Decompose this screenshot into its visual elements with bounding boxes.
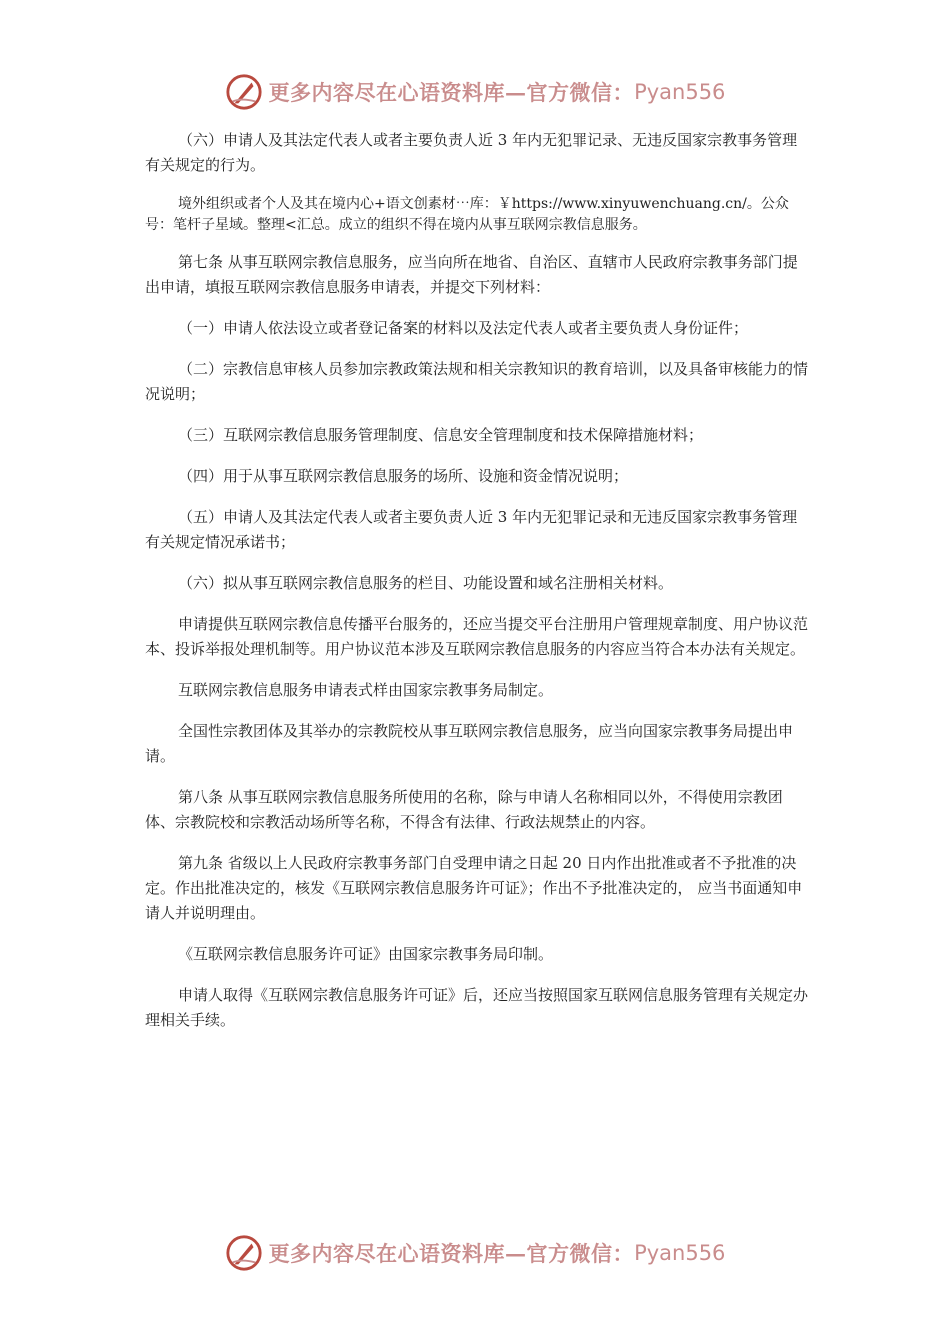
- material-item-2: （二）宗教信息审核人员参加宗教政策法规和相关宗教知识的教育培训，以及具备审核能力的情况说明；: [145, 360, 809, 403]
- watermark-wechat-id: Pyan556: [634, 80, 726, 104]
- header-watermark: [0, 72, 950, 112]
- watermark-text: 更多内容尽在心语资料库—官方微信：: [268, 1241, 635, 1266]
- material-item-3: （三）互联网宗教信息服务管理制度、信息安全管理制度和技术保障措施材料；: [178, 426, 704, 444]
- watermark-text: 更多内容尽在心语资料库—官方微信：: [268, 80, 635, 105]
- material-item-5: （五）申请人及其法定代表人或者主要负责人近 3 年内无犯罪记录和无违反国家宗教事务管理有关规定情况承诺书；: [145, 508, 798, 551]
- watermark-wechat-id: Pyan556: [634, 1241, 726, 1265]
- article-8: 第八条 从事互联网宗教信息服务所使用的名称，除与申请人名称相同以外，不得使用宗教团体、宗教院校和宗教活动场所等名称，不得含有法律、行政法规禁止的内容。: [145, 788, 783, 831]
- paragraph-license-procedures: 申请人取得《互联网宗教信息服务许可证》后，还应当按照国家互联网信息服务管理有关规定办理相关手续。: [145, 986, 809, 1029]
- quill-logo-icon: [225, 73, 263, 111]
- document-body: [145, 128, 810, 1049]
- clause-item-6-conduct: （六）申请人及其法定代表人或者主要负责人近 3 年内无犯罪记录、无违反国家宗教事务管理有关规定的行为。: [145, 131, 798, 174]
- paragraph-national-groups: 全国性宗教团体及其举办的宗教院校从事互联网宗教信息服务，应当向国家宗教事务局提出申请。: [145, 722, 794, 765]
- paragraph-license-printing: 《互联网宗教信息服务许可证》由国家宗教事务局印制。: [178, 945, 554, 963]
- material-item-6: （六）拟从事互联网宗教信息服务的栏目、功能设置和域名注册相关材料。: [178, 574, 674, 592]
- article-7: 第七条 从事互联网宗教信息服务，应当向所在地省、自治区、直辖市人民政府宗教事务部门提出申请，填报互联网宗教信息服务申请表，并提交下列材料：: [145, 253, 798, 296]
- material-item-4: （四）用于从事互联网宗教信息服务的场所、设施和资金情况说明；: [178, 467, 629, 485]
- quill-logo-icon: [225, 1234, 263, 1272]
- article-9: 第九条 省级以上人民政府宗教事务部门自受理申请之日起 20 日内作出批准或者不予批准的决定。作出批准决定的，核发《互联网宗教信息服务许可证》；作出不予批准决定的， 应当书面通知申请人并说明理由。: [145, 854, 803, 922]
- paragraph-platform-service: 申请提供互联网宗教信息传播平台服务的，还应当提交平台注册用户管理规章制度、用户协议范本、投诉举报处理机制等。用户协议范本涉及互联网宗教信息服务的内容应当符合本办法有关规定。: [145, 615, 809, 658]
- material-item-1: （一）申请人依法设立或者登记备案的材料以及法定代表人或者主要负责人身份证件；: [178, 319, 749, 337]
- footer-watermark: [0, 1233, 950, 1273]
- paragraph-application-form: 互联网宗教信息服务申请表式样由国家宗教事务局制定。: [178, 681, 554, 699]
- paragraph-overseas-organizations: 境外组织或者个人及其在境内心+语文创素材⋯库：￥https://www.xinyuwenchuang.cn/。公众号：笔杆子星域。整理<汇总。成立的组织不得在境内从事互联网宗教信息服务。: [145, 196, 789, 233]
